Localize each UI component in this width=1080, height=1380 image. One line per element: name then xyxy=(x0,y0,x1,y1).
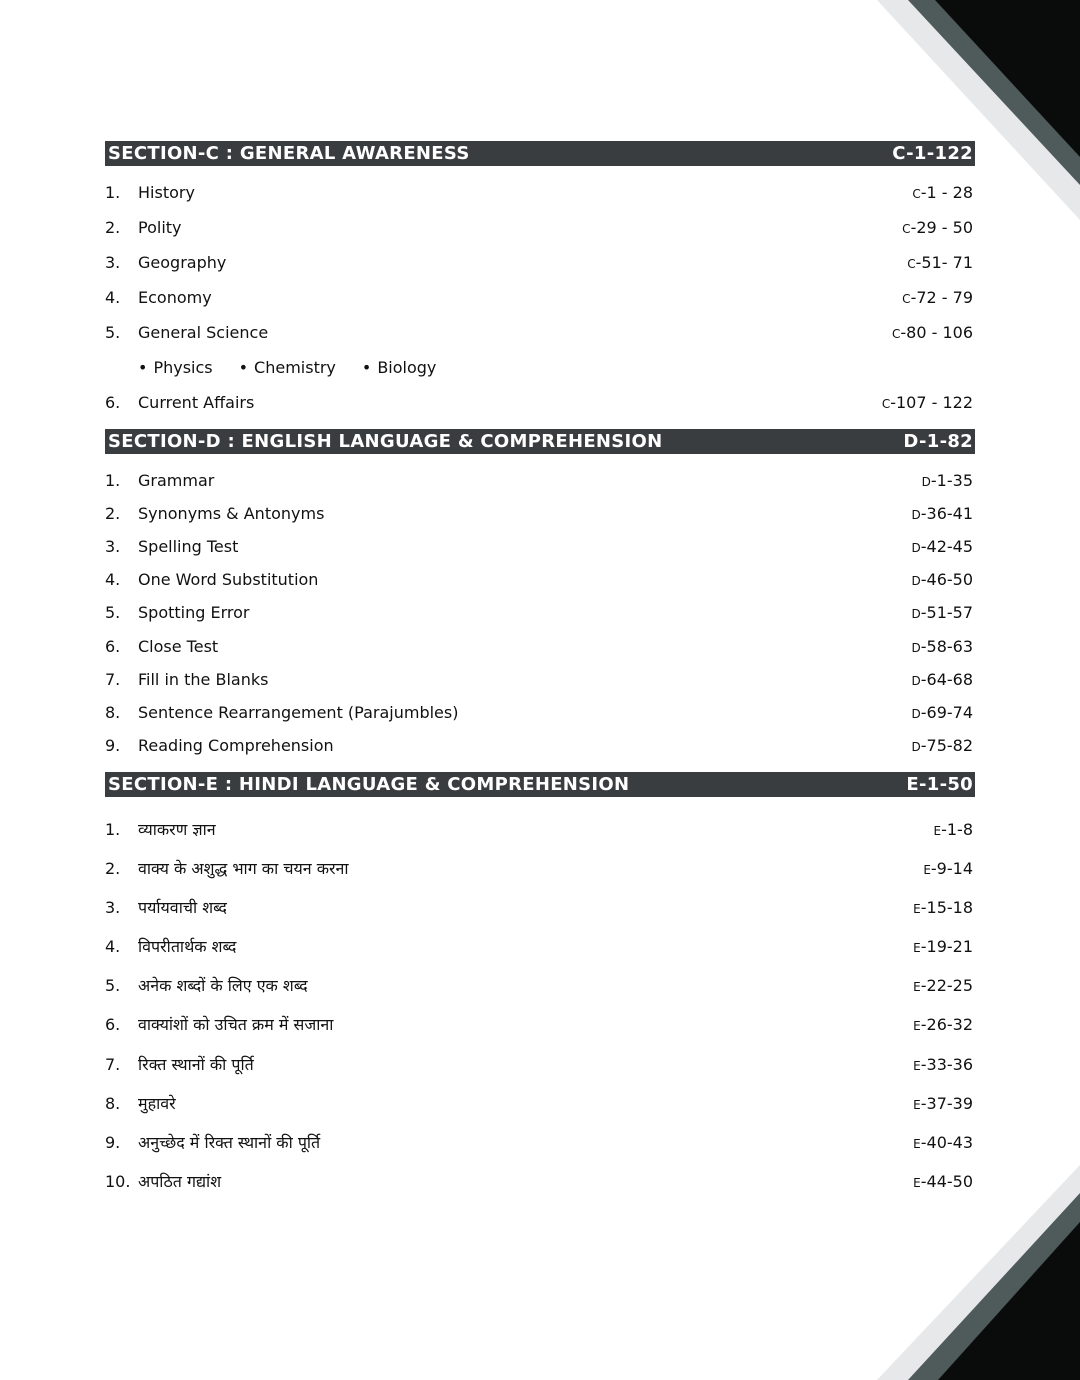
entry-title: वाक्यांशों को उचित क्रम में सजाना xyxy=(138,1015,334,1034)
entry-pages: D-75-82 xyxy=(911,735,973,755)
entry-title: Economy xyxy=(138,287,212,307)
entry-title: Current Affairs xyxy=(138,392,255,412)
entry-pages: C-107 - 122 xyxy=(881,392,973,412)
bullet-icon: • xyxy=(238,357,249,377)
entry-title: Fill in the Blanks xyxy=(138,669,269,689)
toc-entry[interactable] xyxy=(105,285,973,309)
section-title: SECTION-E : HINDI LANGUAGE & COMPREHENSION xyxy=(108,774,630,795)
entry-number: 7. xyxy=(105,669,121,689)
subtopic-list xyxy=(138,355,436,379)
toc-entry[interactable] xyxy=(105,468,973,492)
toc-entry[interactable] xyxy=(105,215,973,239)
entry-pages: D-69-74 xyxy=(911,702,973,722)
entry-title: General Science xyxy=(138,322,269,342)
entry-number: 1. xyxy=(105,470,121,490)
entry-pages: E-1-8 xyxy=(933,819,973,839)
entry-title: Geography xyxy=(138,252,227,272)
toc-entry[interactable] xyxy=(105,700,973,724)
entry-pages: D-51-57 xyxy=(911,602,973,622)
toc-entry[interactable] xyxy=(105,856,973,880)
subtopic: • Physics xyxy=(138,357,213,377)
entry-title: पर्यायवाची शब्द xyxy=(138,898,227,917)
entry-pages: E-44-50 xyxy=(913,1171,973,1191)
entry-number: 8. xyxy=(105,702,121,722)
entry-pages: E-37-39 xyxy=(913,1093,973,1113)
toc-entry[interactable] xyxy=(105,1012,973,1036)
section-title: SECTION-C : GENERAL AWARENESS xyxy=(108,143,470,164)
entry-title: Sentence Rearrangement (Parajumbles) xyxy=(138,702,459,722)
toc-entry[interactable] xyxy=(105,934,973,958)
entry-pages: D-36-41 xyxy=(911,503,973,523)
entry-title: रिक्त स्थानों की पूर्ति xyxy=(138,1055,254,1074)
toc-entry[interactable] xyxy=(105,180,973,204)
entry-title: One Word Substitution xyxy=(138,569,319,589)
toc-entry[interactable] xyxy=(105,320,973,344)
section-header xyxy=(105,772,975,797)
entry-pages: D-46-50 xyxy=(911,569,973,589)
entry-number: 6. xyxy=(105,1014,121,1034)
entry-title: Spelling Test xyxy=(138,536,239,556)
toc-entry[interactable] xyxy=(105,534,973,558)
entry-number: 7. xyxy=(105,1054,121,1074)
entry-title: Polity xyxy=(138,217,182,237)
entry-number: 5. xyxy=(105,602,121,622)
toc-entry[interactable] xyxy=(105,634,973,658)
entry-title: व्याकरण ज्ञान xyxy=(138,820,216,839)
toc-entry[interactable] xyxy=(105,1052,973,1076)
entry-number: 6. xyxy=(105,636,121,656)
entry-number: 3. xyxy=(105,897,121,917)
entry-title: Spotting Error xyxy=(138,602,250,622)
entry-title: विपरीतार्थक शब्द xyxy=(138,937,237,956)
entry-number: 2. xyxy=(105,217,121,237)
entry-title: अनेक शब्दों के लिए एक शब्द xyxy=(138,976,308,995)
toc-entry[interactable] xyxy=(105,390,973,414)
entry-title: वाक्य के अशुद्ध भाग का चयन करना xyxy=(138,859,349,878)
entry-pages: C-80 - 106 xyxy=(891,322,973,342)
toc-entry[interactable] xyxy=(105,973,973,997)
entry-pages: D-64-68 xyxy=(911,669,973,689)
entry-pages: D-1-35 xyxy=(921,470,973,490)
entry-pages: D-42-45 xyxy=(911,536,973,556)
entry-pages: C-72 - 79 xyxy=(902,287,973,307)
entry-pages: D-58-63 xyxy=(911,636,973,656)
entry-title: Grammar xyxy=(138,470,215,490)
toc-entry[interactable] xyxy=(105,501,973,525)
subtopic: • Biology xyxy=(361,357,437,377)
entry-pages: E-26-32 xyxy=(913,1014,973,1034)
entry-pages: E-9-14 xyxy=(923,858,973,878)
toc-entry[interactable] xyxy=(105,1130,973,1154)
entry-title: Reading Comprehension xyxy=(138,735,334,755)
entry-pages: C-51- 71 xyxy=(907,252,973,272)
bullet-icon: • xyxy=(138,357,148,377)
entry-number: 6. xyxy=(105,392,121,412)
entry-number: 1. xyxy=(105,819,121,839)
toc-entry[interactable] xyxy=(105,600,973,624)
entry-number: 2. xyxy=(105,503,121,523)
entry-number: 9. xyxy=(105,735,121,755)
toc-entry[interactable] xyxy=(105,667,973,691)
entry-number: 2. xyxy=(105,858,121,878)
entry-number: 5. xyxy=(105,322,121,342)
entry-title: मुहावरे xyxy=(138,1094,176,1113)
section-header xyxy=(105,141,975,166)
toc-entry[interactable] xyxy=(105,567,973,591)
entry-number: 10. xyxy=(105,1171,131,1191)
entry-number: 5. xyxy=(105,975,121,995)
entry-number: 4. xyxy=(105,936,121,956)
entry-title: अनुच्छेद में रिक्त स्थानों की पूर्ति xyxy=(138,1133,321,1152)
entry-pages: E-15-18 xyxy=(913,897,973,917)
entry-number: 9. xyxy=(105,1132,121,1152)
section-range: D-1-82 xyxy=(903,431,973,452)
entry-pages: E-40-43 xyxy=(913,1132,973,1152)
bullet-icon: • xyxy=(361,357,372,377)
entry-title: Close Test xyxy=(138,636,219,656)
entry-title: History xyxy=(138,182,195,202)
subtopic: • Chemistry xyxy=(238,357,336,377)
section-header xyxy=(105,429,975,454)
entry-title: अपठित गद्यांश xyxy=(138,1172,222,1191)
entry-number: 8. xyxy=(105,1093,121,1113)
section-range: C-1-122 xyxy=(892,143,973,164)
entry-pages: C-29 - 50 xyxy=(902,217,973,237)
entry-number: 4. xyxy=(105,287,121,307)
toc-entry[interactable] xyxy=(105,817,973,841)
entry-number: 4. xyxy=(105,569,121,589)
section-range: E-1-50 xyxy=(906,774,973,795)
entry-number: 1. xyxy=(105,182,121,202)
toc-entry[interactable] xyxy=(105,1091,973,1115)
toc-entry[interactable] xyxy=(105,1169,973,1193)
entry-number: 3. xyxy=(105,252,121,272)
entry-pages: E-22-25 xyxy=(913,975,973,995)
section-title: SECTION-D : ENGLISH LANGUAGE & COMPREHENSION xyxy=(108,431,663,452)
entry-title: Synonyms & Antonyms xyxy=(138,503,325,523)
toc-entry[interactable] xyxy=(105,733,973,757)
entry-pages: E-19-21 xyxy=(913,936,973,956)
entry-pages: C-1 - 28 xyxy=(912,182,973,202)
entry-number: 3. xyxy=(105,536,121,556)
entry-pages: E-33-36 xyxy=(913,1054,973,1074)
toc-entry[interactable] xyxy=(105,895,973,919)
toc-entry[interactable] xyxy=(105,250,973,274)
